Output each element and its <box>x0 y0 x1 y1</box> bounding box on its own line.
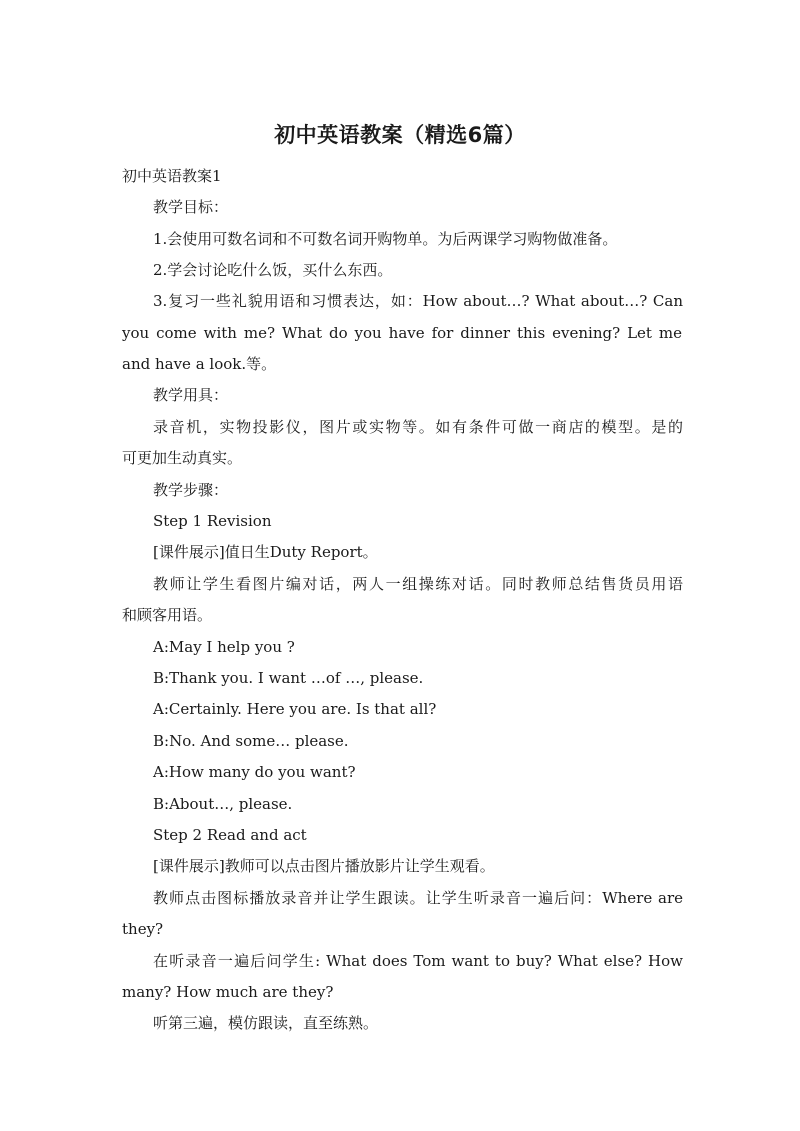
dialogue-line: B:About…, please. <box>153 795 293 813</box>
paragraph-line: 听第三遍，模仿跟读，直至练熟。 <box>153 1014 379 1032</box>
dialogue-line: A:How many do you want? <box>153 763 356 781</box>
paragraph-line: you come with me? What do you have for dinner this evening? Let me <box>122 324 682 342</box>
paragraph-line: 和顾客用语。 <box>122 606 213 624</box>
section-heading: 初中英语教案1 <box>122 167 222 185</box>
paragraph-line: 教师点击图标播放录音并让学生跟读。让学生听录音一遍后问：Where are <box>153 889 683 907</box>
paragraph-line: 教学用具： <box>153 386 229 404</box>
dialogue-line: A:May I help you ? <box>153 638 295 656</box>
document-title: 初中英语教案（精选6篇） <box>274 123 526 147</box>
paragraph-line: 可更加生动真实。 <box>122 449 243 467</box>
paragraph-line: and have a look.等。 <box>122 355 277 373</box>
paragraph-line: 3.复习一些礼貌用语和习惯表达，如：How about…? What about…? Can <box>153 292 683 310</box>
paragraph-line: [课件展示]教师可以点击图片播放影片让学生观看。 <box>153 857 495 875</box>
paragraph-line: Step 2 Read and act <box>153 826 307 844</box>
paragraph-line: 教学目标： <box>153 198 229 216</box>
paragraph-line: 2.学会讨论吃什么饭，买什么东西。 <box>153 261 393 279</box>
paragraph-line: [课件展示]值日生Duty Report。 <box>153 543 378 561</box>
dialogue-line: B:No. And some… please. <box>153 732 349 750</box>
dialogue-line: A:Certainly. Here you are. Is that all? <box>153 700 437 718</box>
dialogue-line: B:Thank you. I want …of …, please. <box>153 669 424 687</box>
paragraph-line: 录音机，实物投影仪，图片或实物等。如有条件可做一商店的模型。是的 <box>153 418 683 436</box>
paragraph-line: 教学步骤： <box>153 481 229 499</box>
paragraph-line: 教师让学生看图片编对话，两人一组操练对话。同时教师总结售货员用语 <box>153 575 683 593</box>
paragraph-line: many? How much are they? <box>122 983 334 1001</box>
paragraph-line: 在听录音一遍后问学生: What does Tom want to buy? What else? How <box>153 952 683 970</box>
paragraph-line: they? <box>122 920 164 938</box>
paragraph-line: 1.会使用可数名词和不可数名词开购物单。为后两课学习购物做准备。 <box>153 230 618 248</box>
paragraph-line: Step 1 Revision <box>153 512 272 530</box>
